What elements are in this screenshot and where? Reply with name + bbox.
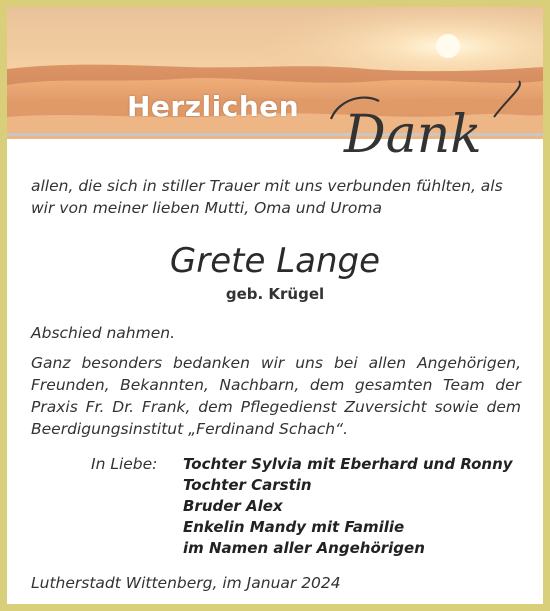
mourners-list	[183, 454, 533, 559]
heading-dank: Dank	[344, 105, 482, 165]
mourner-line: im Namen aller Angehörigen	[183, 539, 425, 557]
thanks-paragraph: Ganz besonders bedanken wir uns bei allen Angehörigen, Freunden, Bekannten, Nachbarn, dem gesamten Team der Praxis Fr. Dr. Frank, dem Pflegedienst Zuversicht sowie dem Beerdigungsinstitut „Ferdinand Schach“.	[31, 354, 521, 438]
deceased-name: Grete Lange	[169, 241, 381, 281]
mourners-label: In Liebe:	[91, 455, 158, 473]
place-date: Lutherstadt Wittenberg, im Januar 2024	[31, 574, 341, 592]
mourner-line: Bruder Alex	[183, 497, 283, 515]
mourner-line: Tochter Carstin	[183, 476, 312, 494]
mourner-line: Enkelin Mandy mit Familie	[183, 518, 405, 536]
heading-herzlichen: Herzlichen	[127, 90, 300, 123]
mourner-line: Tochter Sylvia mit Eberhard und Ronny	[183, 455, 513, 473]
birth-name: geb. Krügel	[225, 285, 325, 303]
intro-text: allen, die sich in stiller Trauer mit uns verbunden fühlten, als wir von meiner lieben Mutti, Oma und Uroma	[31, 177, 503, 217]
farewell-text: Abschied nahmen.	[31, 324, 176, 342]
